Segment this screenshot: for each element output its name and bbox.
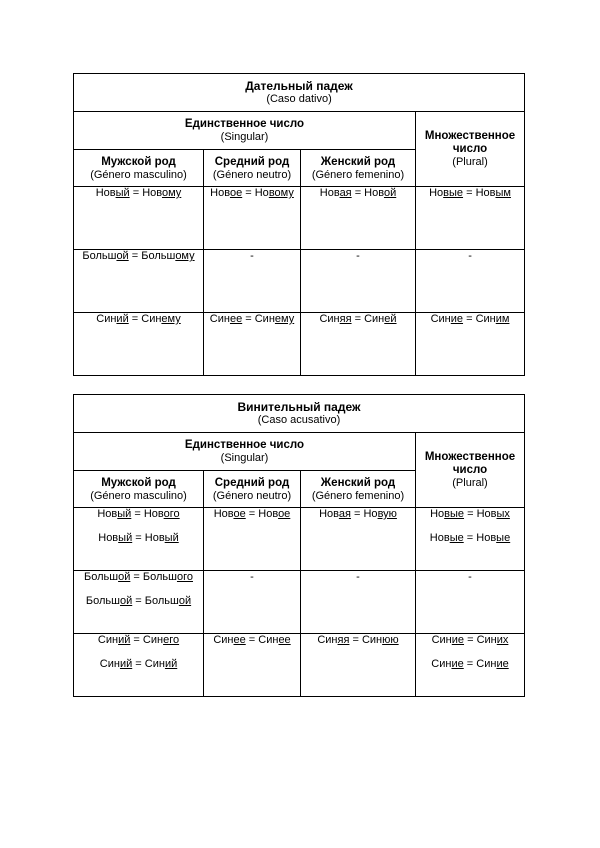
- stem-text: Нов: [97, 508, 118, 520]
- word-form: [204, 634, 300, 647]
- word-form: [74, 250, 203, 263]
- gender-label: Женский род: [320, 155, 396, 168]
- ending-underlined: юю: [382, 634, 399, 646]
- ending-underlined: вые: [444, 508, 465, 520]
- ending-underlined: ые: [449, 532, 464, 544]
- masculine-header: [74, 471, 204, 508]
- table-row: [74, 187, 525, 250]
- form-cell: [301, 634, 416, 697]
- word-form: [416, 508, 524, 521]
- ending-underlined: ие: [451, 658, 464, 670]
- stem-text: Син: [97, 634, 119, 646]
- form-cell: [204, 313, 301, 376]
- form-cell: [74, 571, 204, 634]
- ending-underlined: ий: [119, 658, 133, 670]
- case-subtitle: (Caso dativo): [266, 93, 332, 105]
- form-cell: [204, 634, 301, 697]
- stem-text: = Нов: [351, 187, 384, 199]
- ending-underlined: им: [495, 313, 510, 325]
- stem-text: = Нов: [464, 508, 497, 520]
- ending-underlined: ый: [115, 187, 130, 199]
- stem-text: -: [250, 250, 254, 262]
- ending-underlined: ый: [117, 508, 132, 520]
- masculine-header: [74, 150, 204, 187]
- ending-underlined: ой: [178, 595, 192, 607]
- stem-text: = Син: [463, 313, 496, 325]
- word-form: [301, 313, 415, 326]
- ending-underlined: ое: [233, 508, 246, 520]
- form-cell: [416, 634, 525, 697]
- word-form: [301, 571, 415, 584]
- stem-text: -: [356, 250, 360, 262]
- stem-text: = Нов: [129, 187, 162, 199]
- form-cell: [74, 250, 204, 313]
- gender-label: Средний род: [214, 476, 290, 489]
- case-title: Винительный падеж: [237, 400, 361, 414]
- ending-underlined: ая: [339, 187, 352, 199]
- form-cell: [74, 508, 204, 571]
- stem-text: Нов: [319, 187, 340, 199]
- ending-underlined: ой: [116, 250, 129, 262]
- word-form: [204, 313, 300, 326]
- plural-label: Множественное число: [424, 450, 516, 476]
- stem-text: = Нов: [463, 532, 497, 544]
- accusative-case-table: [73, 394, 525, 697]
- word-form: [74, 313, 203, 326]
- gender-sublabel: (Género neutro): [212, 489, 292, 502]
- stem-text: Син: [213, 634, 234, 646]
- word-form: [74, 634, 203, 647]
- ending-underlined: ая: [338, 508, 351, 520]
- ending-underlined: ому: [175, 250, 195, 262]
- singular-label: Единственное число: [184, 439, 305, 451]
- word-form: [74, 187, 203, 200]
- ending-underlined: ему: [274, 313, 295, 325]
- word-form: [301, 250, 415, 263]
- word-form: [416, 634, 524, 647]
- stem-text: = Нов: [463, 187, 496, 199]
- stem-text: = Син: [130, 634, 164, 646]
- stem-text: = Больш: [130, 571, 177, 583]
- form-cell: [204, 508, 301, 571]
- word-form: [204, 571, 300, 584]
- ending-underlined: ий: [116, 313, 129, 325]
- stem-text: Нов: [95, 187, 116, 199]
- form-cell: [301, 250, 416, 313]
- stem-text: Нов: [213, 508, 234, 520]
- singular-label: Единственное число: [184, 118, 305, 130]
- feminine-header: [301, 150, 416, 187]
- stem-text: Син: [99, 658, 120, 670]
- stem-text: = Син: [245, 634, 279, 646]
- stem-text: Син: [431, 658, 452, 670]
- stem-text: = Нов: [131, 508, 164, 520]
- stem-text: Больш: [84, 571, 119, 583]
- word-form: [416, 250, 524, 263]
- plural-header: [416, 433, 525, 508]
- word-form: [204, 250, 300, 263]
- plural-label: Множественное число: [424, 129, 516, 155]
- stem-text: Но: [429, 187, 444, 199]
- form-cell: [416, 313, 525, 376]
- neuter-header: [204, 150, 301, 187]
- gender-sublabel: (Género masculino): [90, 489, 187, 502]
- neuter-header: [204, 471, 301, 508]
- stem-text: Син: [319, 313, 340, 325]
- gender-sublabel: (Género masculino): [90, 168, 187, 181]
- stem-text: -: [468, 571, 472, 583]
- stem-text: = Син: [132, 658, 165, 670]
- stem-text: Но: [430, 508, 445, 520]
- word-form: [416, 571, 524, 584]
- word-form: [301, 187, 415, 200]
- ending-underlined: ой: [383, 187, 397, 199]
- ending-underlined: ий: [164, 658, 178, 670]
- form-cell: [301, 571, 416, 634]
- singular-header: [74, 433, 416, 471]
- stem-text: = Син: [128, 313, 162, 325]
- ending-underlined: ее: [229, 313, 243, 325]
- stem-text: = Но: [242, 187, 269, 199]
- ending-underlined: ие: [450, 313, 464, 325]
- gender-label: Средний род: [214, 155, 290, 168]
- case-title: Дательный падеж: [245, 79, 353, 93]
- stem-text: Син: [209, 313, 230, 325]
- form-cell: [301, 187, 416, 250]
- form-cell: [74, 187, 204, 250]
- stem-text: -: [250, 571, 254, 583]
- ending-underlined: ое: [229, 187, 243, 199]
- table-row: [74, 313, 525, 376]
- gender-label: Мужской род: [101, 476, 176, 489]
- ending-underlined: ее: [233, 634, 246, 646]
- word-form: [74, 658, 203, 671]
- stem-text: -: [468, 250, 472, 262]
- ending-underlined: ой: [119, 595, 133, 607]
- stem-text: Больш: [85, 595, 120, 607]
- ending-underlined: ему: [161, 313, 181, 325]
- table-row: [74, 634, 525, 697]
- ending-underlined: его: [163, 634, 180, 646]
- singular-sublabel: (Singular): [220, 452, 269, 464]
- stem-text: Больш: [82, 250, 117, 262]
- plural-header: [416, 112, 525, 187]
- form-cell: [204, 571, 301, 634]
- form-cell: [301, 313, 416, 376]
- form-cell: [416, 187, 525, 250]
- case-title-cell: [74, 395, 525, 433]
- stem-text: = Нов: [245, 508, 279, 520]
- stem-text: Син: [431, 634, 452, 646]
- form-cell: [74, 634, 204, 697]
- stem-text: Нов: [429, 532, 450, 544]
- ending-underlined: ые: [496, 532, 511, 544]
- stem-text: = Син: [351, 313, 385, 325]
- ending-underlined: ый: [118, 532, 133, 544]
- ending-underlined: вому: [268, 187, 294, 199]
- stem-text: Син: [96, 313, 117, 325]
- stem-text: = Син: [349, 634, 383, 646]
- stem-text: Син: [430, 313, 451, 325]
- word-form: [416, 658, 524, 671]
- ending-underlined: ый: [164, 532, 179, 544]
- word-form: [301, 634, 415, 647]
- form-cell: [204, 187, 301, 250]
- ending-underlined: ых: [496, 508, 510, 520]
- ending-underlined: ое: [278, 508, 291, 520]
- feminine-header: [301, 471, 416, 508]
- table-row: [74, 571, 525, 634]
- stem-text: -: [356, 571, 360, 583]
- ending-underlined: ого: [176, 571, 193, 583]
- table-row: [74, 508, 525, 571]
- stem-text: Син: [317, 634, 338, 646]
- plural-sublabel: (Plural): [452, 155, 488, 168]
- stem-text: = Нов: [132, 532, 165, 544]
- case-subtitle: (Caso acusativo): [257, 414, 341, 426]
- word-form: [301, 508, 415, 521]
- word-form: [204, 187, 300, 200]
- ending-underlined: ие: [496, 658, 509, 670]
- ending-underlined: ого: [163, 508, 180, 520]
- ending-underlined: яя: [337, 634, 350, 646]
- stem-text: = Больш: [128, 250, 176, 262]
- form-cell: [301, 508, 416, 571]
- stem-text: = Но: [350, 508, 378, 520]
- ending-underlined: ие: [451, 634, 465, 646]
- form-cell: [416, 508, 525, 571]
- word-form: [416, 313, 524, 326]
- ending-underlined: ой: [118, 571, 131, 583]
- stem-text: Нов: [210, 187, 230, 199]
- stem-text: = Больш: [132, 595, 179, 607]
- word-form: [204, 508, 300, 521]
- ending-underlined: ее: [278, 634, 291, 646]
- ending-underlined: ей: [384, 313, 397, 325]
- ending-underlined: ому: [161, 187, 182, 199]
- gender-label: Мужской род: [101, 155, 176, 168]
- word-form: [74, 595, 203, 608]
- ending-underlined: яя: [339, 313, 352, 325]
- stem-text: = Син: [242, 313, 275, 325]
- singular-sublabel: (Singular): [220, 131, 269, 143]
- gender-sublabel: (Género neutro): [212, 168, 292, 181]
- form-cell: [416, 250, 525, 313]
- stem-text: = Син: [463, 658, 497, 670]
- table-row: [74, 250, 525, 313]
- form-cell: [416, 571, 525, 634]
- word-form: [74, 532, 203, 545]
- gender-sublabel: (Género femenino): [311, 489, 405, 502]
- ending-underlined: их: [496, 634, 509, 646]
- stem-text: Нов: [319, 508, 339, 520]
- word-form: [74, 508, 203, 521]
- ending-underlined: вую: [377, 508, 397, 520]
- word-form: [416, 187, 524, 200]
- dative-case-table: [73, 73, 525, 376]
- form-cell: [204, 250, 301, 313]
- stem-text: = Син: [464, 634, 497, 646]
- case-title-cell: [74, 74, 525, 112]
- ending-underlined: вые: [443, 187, 464, 199]
- stem-text: Нов: [98, 532, 119, 544]
- gender-label: Женский род: [320, 476, 396, 489]
- singular-header: [74, 112, 416, 150]
- ending-underlined: ым: [495, 187, 511, 199]
- plural-sublabel: (Plural): [452, 476, 488, 489]
- form-cell: [74, 313, 204, 376]
- gender-sublabel: (Género femenino): [311, 168, 405, 181]
- word-form: [416, 532, 524, 545]
- ending-underlined: ий: [118, 634, 131, 646]
- word-form: [74, 571, 203, 584]
